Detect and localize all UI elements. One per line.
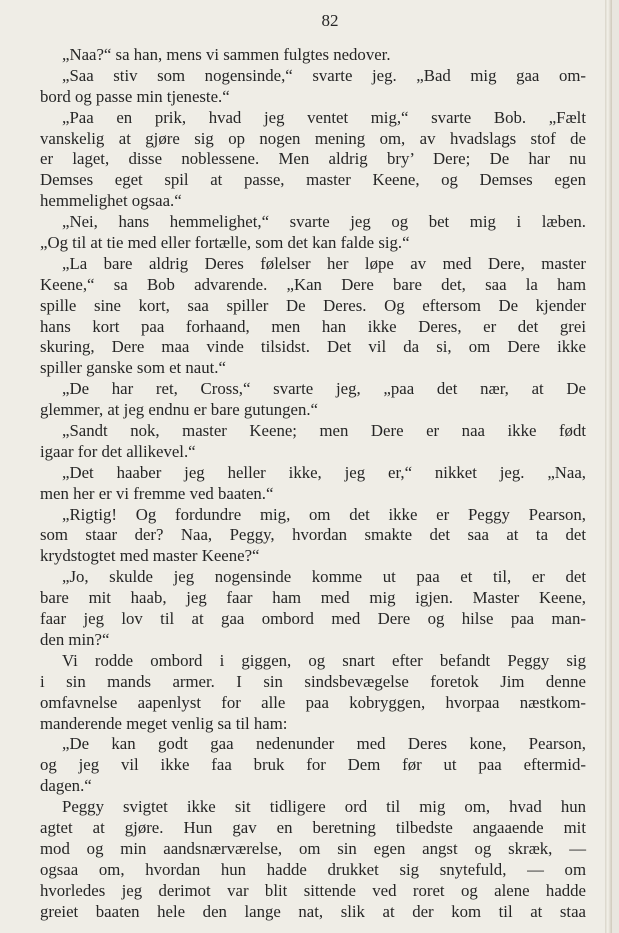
text-line: glemmer, at jeg endnu er bare gutungen.“ bbox=[40, 400, 318, 420]
text-line: greiet baaten hele den lange nat, slik at der kom til at staa bbox=[40, 901, 586, 921]
text-line: manderende meget venlig sa til ham: bbox=[40, 713, 288, 733]
text-line: „De har ret, Cross,“ svarte jeg, „paa det nær, at De bbox=[62, 379, 586, 399]
text-line: som staar der? Naa, Peggy, hvordan smakte det saa at ta det bbox=[40, 525, 586, 545]
body-text bbox=[40, 45, 586, 922]
text-line: „Nei, hans hemmelighet,“ svarte jeg og bet mig i læben. bbox=[62, 212, 586, 232]
text-line: „Rigtig! Og fordundre mig, om det ikke er Peggy Pearson, bbox=[62, 504, 586, 524]
text-line: hans kort paa forhaand, men han ikke Deres, er det grei bbox=[40, 316, 586, 336]
text-line: i sin mands armer. I sin sindsbevægelse foretok Jim denne bbox=[40, 671, 586, 691]
text-line: men her er vi fremme ved baaten.“ bbox=[40, 483, 274, 503]
text-line: igaar for det allikevel.“ bbox=[40, 441, 196, 461]
text-line: og jeg vil ikke faa bruk for Dem før ut paa eftermid- bbox=[40, 755, 586, 775]
text-line: Vi rodde ombord i giggen, og snart efter befandt Peggy sig bbox=[62, 650, 586, 670]
text-line: Peggy svigtet ikke sit tidligere ord til mig om, hvad hun bbox=[62, 797, 586, 817]
text-line: „Det haaber jeg heller ikke, jeg er,“ nikket jeg. „Naa, bbox=[62, 462, 586, 482]
text-line: hvorledes jeg derimot var blit sittende ved roret og alene hadde bbox=[40, 880, 586, 900]
text-line: „Saa stiv som nogensinde,“ svarte jeg. „Bad mig gaa om- bbox=[62, 65, 586, 85]
text-line: „Paa en prik, hvad jeg ventet mig,“ svarte Bob. „Fælt bbox=[62, 107, 586, 127]
text-line: „Jo, skulde jeg nogensinde komme ut paa et til, er det bbox=[62, 567, 586, 587]
page-edge bbox=[605, 0, 612, 933]
text-line: er laget, disse noblessene. Men aldrig bry’ Dere; De har nu bbox=[40, 149, 586, 169]
text-line: „De kan godt gaa nedenunder med Deres kone, Pearson, bbox=[62, 734, 586, 754]
text-line: „La bare aldrig Deres følelser her løpe av med Dere, master bbox=[62, 253, 586, 273]
text-line: spille sine kort, saa spiller De Deres. Og eftersom De kjender bbox=[40, 295, 586, 315]
page-number: 82 bbox=[321, 11, 339, 30]
text-line: krydstogtet med master Keene?“ bbox=[40, 546, 260, 566]
text-line: den min?“ bbox=[40, 629, 110, 649]
text-line: hemmelighet ogsaa.“ bbox=[40, 191, 182, 211]
text-line: faar jeg lov til at gaa ombord med Dere og hilse paa man- bbox=[40, 609, 586, 629]
text-line: Demses eget spil at passe, master Keene, og Demses egen bbox=[40, 170, 586, 190]
text-line: spiller ganske som et naut.“ bbox=[40, 358, 226, 378]
text-line: „Naa?“ sa han, mens vi sammen fulgtes nedover. bbox=[62, 45, 391, 64]
text-line: bord og passe min tjeneste.“ bbox=[40, 86, 230, 106]
text-line: vanskelig at gjøre sig op nogen mening om, av hvadslags stof de bbox=[40, 128, 586, 148]
text-line: mod og min aandsnærværelse, om sin egen angst og skræk, — bbox=[40, 838, 586, 858]
text-line: „Sandt nok, master Keene; men Dere er naa ikke født bbox=[62, 421, 586, 441]
text-line: dagen.“ bbox=[40, 776, 92, 796]
text-line: Keene,“ sa Bob advarende. „Kan Dere bare det, saa la ham bbox=[40, 274, 586, 294]
text-line: agtet at gjøre. Hun gav en beretning tilbedste angaaende mit bbox=[40, 817, 586, 837]
text-line: „Og til at tie med eller fortælle, som det kan falde sig.“ bbox=[40, 233, 410, 253]
text-line: omfavnelse aapenlyst for alle paa kobryggen, hvorpaa næstkom- bbox=[40, 692, 586, 712]
text-line: skuring, Dere maa vinde tilsidst. Det vil da si, om Dere ikke bbox=[40, 337, 586, 357]
text-line: ogsaa om, hvordan hun hadde drukket sig snytefuld, — om bbox=[40, 859, 586, 879]
text-line: bare mit haab, jeg faar ham med mig igjen. Master Keene, bbox=[40, 588, 586, 608]
